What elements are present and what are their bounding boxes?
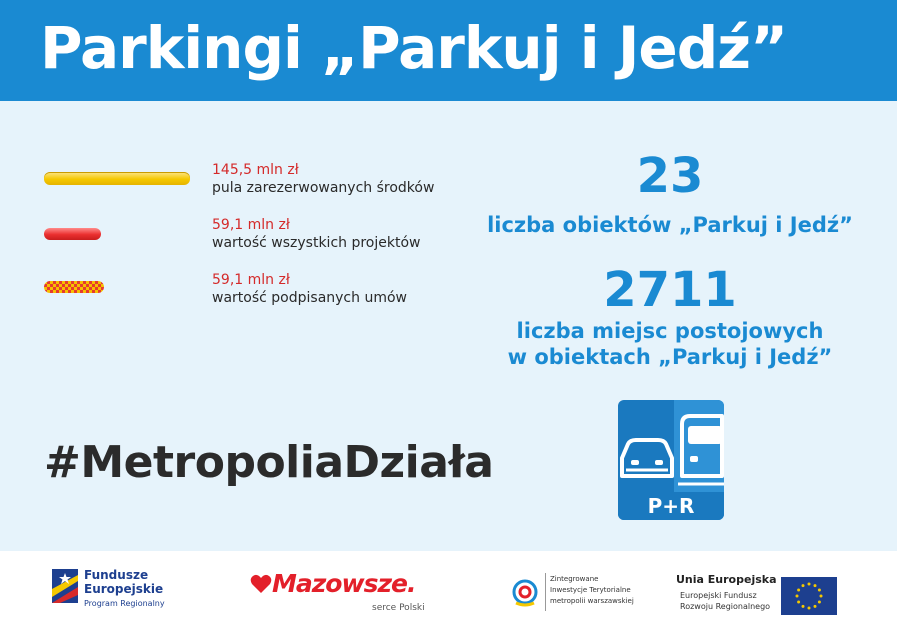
legend-desc-contracts: wartość podpisanych umów [212,290,407,306]
legend-desc-reserved: pula zarezerwowanych środków [212,180,435,196]
zit-line1: Zintegrowane [550,575,599,583]
legend-amount-reserved: 145,5 mln zł [212,162,299,178]
zit-line2: Inwestycje Terytorialne [550,586,631,594]
heart-icon [250,573,272,595]
stat-objects-label: liczba obiektów „Parkuj i Jedź” [487,213,853,237]
mazowsze-logo: Mazowsze. [272,569,416,598]
eu-line1: Unia Europejska [676,573,777,586]
eu-line3: Rozwoju Regionalnego [680,602,771,611]
footer-logos [0,551,897,636]
eu-flag-icon [781,577,837,615]
legend-amount-contracts: 59,1 mln zł [212,272,290,288]
mazowsze-tagline: serce Polski [372,603,425,613]
stat-objects-number: 23 [636,148,704,204]
legend-bar-contracts [44,281,104,293]
car-train-icon [618,400,724,492]
legend-amount-projects: 59,1 mln zł [212,217,290,233]
pr-label: P+R [618,492,724,520]
legend-bar-reserved [44,172,190,185]
hashtag: #MetropoliaDziała [44,437,494,488]
header-band [0,0,897,101]
zit-line3: metropolii warszawskiej [550,597,634,605]
fe-line3: Program Regionalny [84,599,165,608]
zit-logo-icon [510,577,540,607]
fe-line2: Europejskie [84,582,164,596]
stat-spaces-number: 2711 [603,262,737,318]
legend-desc-projects: wartość wszystkich projektów [212,235,421,251]
legend-bar-projects [44,228,101,240]
stat-spaces-label-2: w obiektach „Parkuj i Jedź” [507,345,833,369]
page-title: Parkingi „Parkuj i Jedź” [40,14,788,82]
park-and-ride-sign [618,400,724,520]
stat-spaces-label-1: liczba miejsc postojowych [516,319,824,343]
fe-logo-icon [52,569,78,603]
eu-line2: Europejski Fundusz [680,591,757,600]
fe-line1: Fundusze [84,568,149,582]
